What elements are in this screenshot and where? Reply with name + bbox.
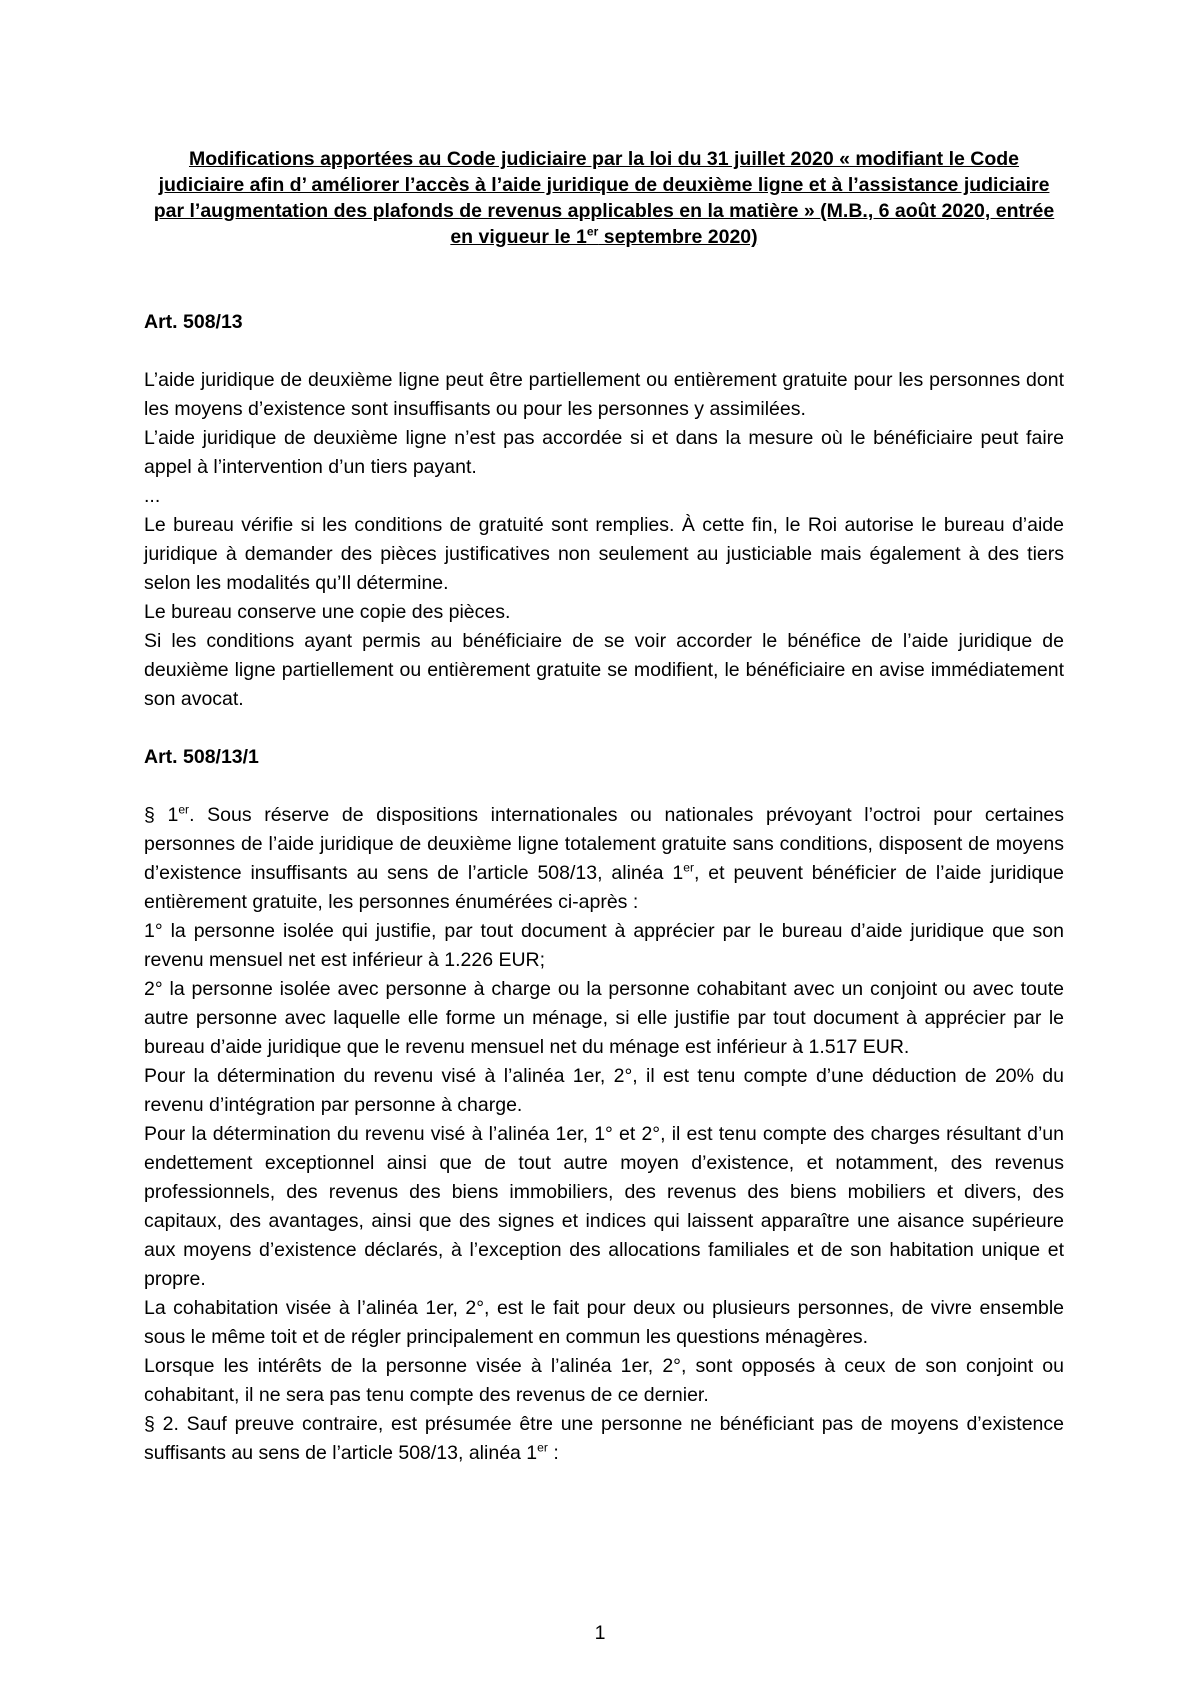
document-title: Modifications apportées au Code judiciaire par la loi du 31 juillet 2020 « modifiant le Code judiciaire afin d’ améliorer l’accès à l’aide juridique de deuxième ligne et à l’assistance judiciaire par l’augmentation des plafonds de revenus applicables en la matière » (M.B., 6 août 2020, entrée en vigueur le 1er septembre 2020) [153,148,1055,248]
paragraph: La cohabitation visée à l’alinéa 1er, 2°, est le fait pour deux ou plusieurs personnes, de vivre ensemble sous le même toit et de régler principalement en commun les questions ménagères. [144,1297,1064,1348]
paragraph: Pour la détermination du revenu visé à l’alinéa 1er, 2°, il est tenu compte d’une déduction de 20% du revenu d’intégration par personne à charge. [144,1065,1064,1116]
paragraph: Le bureau conserve une copie des pièces. [144,601,511,623]
article-508-13 [144,308,1064,714]
paragraph: L’aide juridique de deuxième ligne n’est pas accordée si et dans la mesure où le bénéficiaire peut faire appel à l’intervention d’un tiers payant. [144,427,1064,478]
document-page [144,146,1064,1468]
list-item: 1° la personne isolée qui justifie, par tout document à apprécier par le bureau d’aide juridique que son revenu mensuel net est inférieur à 1.226 EUR; [144,920,1064,971]
section-2-paragraph: § 2. Sauf preuve contraire, est présumée être une personne ne bénéficiant pas de moyens d’existence suffisants au sens de l’article 508/13, alinéa 1er : [144,1413,1064,1464]
section-1-paragraph: § 1er. Sous réserve de dispositions internationales ou nationales prévoyant l’octroi pour certaines personnes de l’aide juridique de deuxième ligne totalement gratuite sans conditions, disposent de moyens d’existence insuffisants au sens de l’article 508/13, alinéa 1er, et peuvent bénéficier de l’aide juridique entièrement gratuite, les personnes énumérées ci-après : [144,802,1065,913]
page-number: 1 [594,1622,606,1644]
paragraph: Pour la détermination du revenu visé à l’alinéa 1er, 1° et 2°, il est tenu compte des charges résultant d’un endettement exceptionnel ainsi que de tout autre moyen d’existence, et notamment, des revenus professionnels, des revenus des biens immobiliers, des revenus des biens mobiliers et divers, des capitaux, des avantages, ainsi que des signes et indices qui laissent apparaître une aisance supérieure aux moyens d’existence déclarés, à l’exception des allocations familiales et de son habitation unique et propre. [144,1123,1064,1290]
article-508-13-1 [144,743,1064,1468]
article-heading: Art. 508/13 [144,311,243,333]
ellipsis: ... [144,485,161,507]
paragraph: Si les conditions ayant permis au bénéficiaire de se voir accorder le bénéfice de l’aide juridique de deuxième ligne partiellement ou entièrement gratuite se modifient, le bénéficiaire en avise immédiatement son avocat. [144,630,1064,710]
paragraph: Lorsque les intérêts de la personne visée à l’alinéa 1er, 2°, sont opposés à ceux de son conjoint ou cohabitant, il ne sera pas tenu compte des revenus de ce dernier. [144,1355,1064,1406]
paragraph: L’aide juridique de deuxième ligne peut être partiellement ou entièrement gratuite pour les personnes dont les moyens d’existence sont insuffisants ou pour les personnes y assimilées. [144,369,1064,420]
article-heading: Art. 508/13/1 [144,746,259,768]
paragraph: Le bureau vérifie si les conditions de gratuité sont remplies. À cette fin, le Roi autorise le bureau d’aide juridique à demander des pièces justificatives non seulement au justiciable mais également à des tiers selon les modalités qu’Il détermine. [144,514,1064,594]
title-superscript: er [586,224,599,239]
list-item: 2° la personne isolée avec personne à charge ou la personne cohabitant avec un conjoint ou avec toute autre personne avec laquelle elle forme un ménage, si elle justifie par tout document à apprécier par le bureau d’aide juridique que le revenu mensuel net du ménage est inférieur à 1.517 EUR. [144,978,1064,1058]
